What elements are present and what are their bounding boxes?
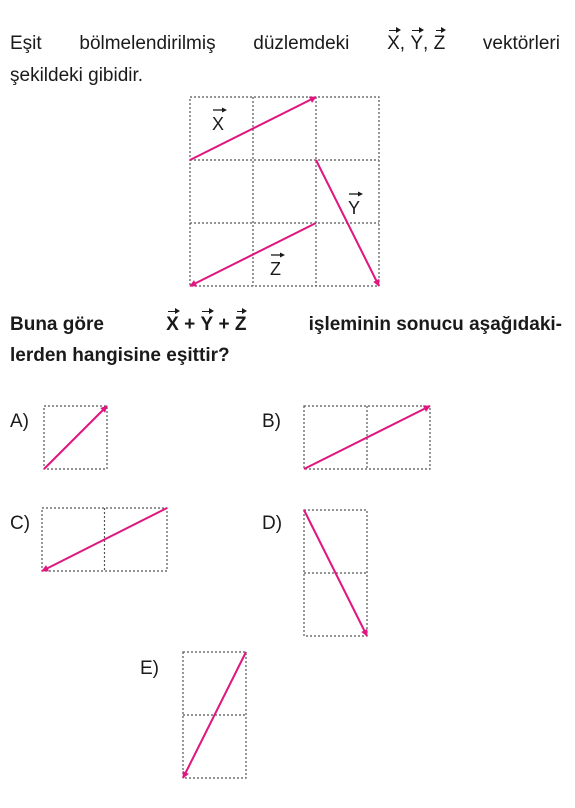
option-a-label[interactable]: A) [10, 411, 29, 432]
vector-z-symbol: Z [433, 33, 446, 54]
sum-z: Z [234, 314, 247, 335]
question-word: vektörleri [482, 33, 560, 54]
option-d-figure [304, 510, 367, 636]
option-a-figure [44, 406, 107, 469]
label-y: Y [348, 198, 361, 218]
bold-end: işleminin sonucu aşağıdaki- [308, 314, 562, 335]
vector-z-arrow [190, 223, 316, 286]
option-e-figure [183, 652, 246, 778]
bold-start: Buna göre [10, 314, 104, 335]
option-d-label[interactable]: D) [262, 513, 283, 534]
option-b-label[interactable]: B) [262, 411, 281, 432]
option-e-label[interactable]: E) [140, 658, 159, 679]
label-x: X [212, 114, 225, 134]
option-c-label[interactable]: C) [10, 513, 31, 534]
plus-sign: + [184, 314, 196, 335]
option-b-figure [304, 406, 430, 469]
vector-list: X, Y, Z [387, 33, 446, 54]
question-word: Eşit [10, 33, 42, 54]
question-word: bölmelendirilmiş [79, 33, 216, 54]
question-bold-line-2: lerden hangisine eşittir? [10, 345, 230, 366]
question-word: düzlemdeki [253, 33, 350, 54]
label-z: Z [270, 259, 281, 279]
question-line-2: şekildeki gibidir. [10, 65, 144, 86]
sum-x: X [166, 314, 179, 335]
vector-y-symbol: Y [410, 33, 424, 54]
sum-y: Y [200, 314, 214, 335]
option-c-figure [42, 508, 167, 571]
vector-y-arrow [316, 160, 379, 286]
vector-x-symbol: X [387, 33, 400, 54]
figure-labels [212, 108, 363, 280]
plus-sign: + [218, 314, 230, 335]
